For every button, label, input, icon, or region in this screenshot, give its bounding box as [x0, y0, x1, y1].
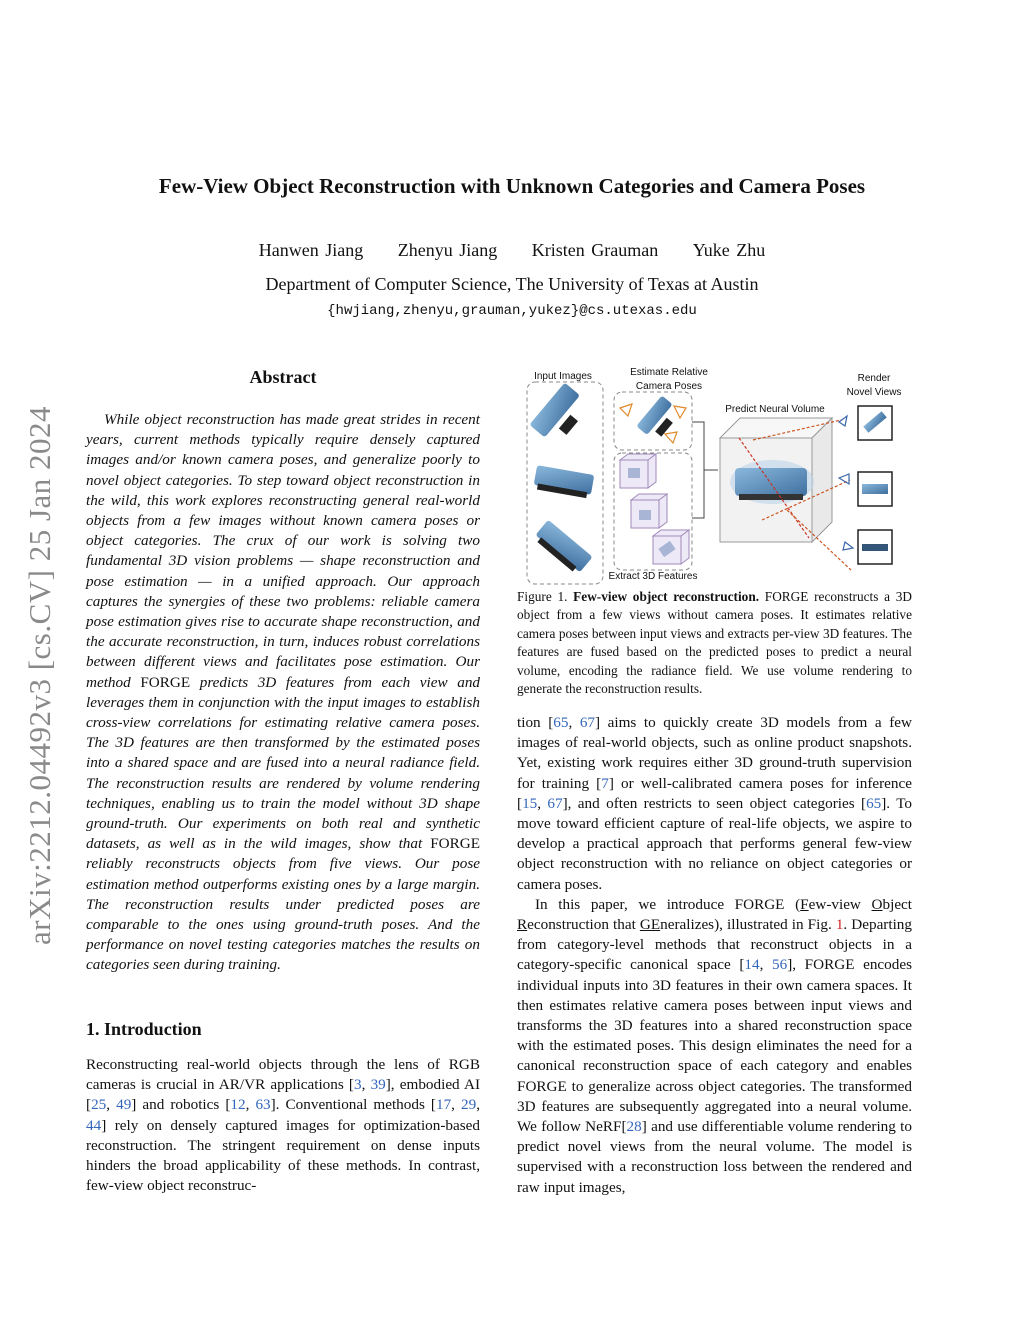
citation-link[interactable]: 67 — [579, 714, 596, 731]
novel-view-image — [858, 406, 892, 440]
abstract-body: While object reconstruction has made great strides in recent years, current methods typically require densely captured images and/or known camera poses, and generalize poorly to novel object categories. To step toward object reconstruction in the wild, this work explores reconstructing general real-world objects from a few images without known camera poses or object categories. The crux of our work is solving two fundamental 3D vision problems — shape reconstruction and pose estimation — in a unified approach. Our approach captures the synergies of these two problems: reliable camera pose estimation gives rise to accurate shape reconstruction, and the accurate reconstruction, in turn, induces robust correlations between different views and facilitates pose estimation. Our method FORGE predicts 3D features from each view and leverages them in conjunction with the input images to establish cross-view correlations for estimating relative camera poses. The 3D features are then transformed by the estimated poses into a shared space and are fused into a neural radiance field. The reconstruction results are rendered by volume rendering techniques, enabling us to train the model without 3D shape ground-truth. Our experiments on both real and synthetic datasets, as well as in the wild images, show that FORGE reliably reconstructs objects from five views. Our pose estimation method outperforms existing ones by a large margin. The reconstruction results under predicted poses are comparable to the ones using ground-truth poses. And the performance on novel testing categories matches the results on categories seen during training. — [86, 411, 481, 974]
citation-link[interactable]: 28 — [626, 1118, 642, 1136]
citation-link[interactable]: 56 — [772, 956, 788, 974]
train-image — [535, 520, 592, 573]
author-name: Yuke Zhu — [692, 240, 766, 260]
pose-train-image — [636, 395, 673, 436]
citation-link[interactable]: 7 — [601, 774, 609, 792]
feature-cube — [620, 454, 656, 488]
citation-link[interactable]: 12 — [230, 1096, 246, 1114]
author-emails: {hwjiang,zhenyu,grauman,yukez}@cs.utexas.edu — [327, 303, 697, 319]
citation-link[interactable]: 49 — [116, 1096, 132, 1114]
intro-paragraph-1-continued: tion [65, 67] aims to quickly create 3D models from a few images of real-world objects, such as online product snapshots. Yet, existing work requires either 3D ground-truth supervision for training [7] or well-calibrated camera poses for inference [15, 67], and often restricts to seen object categories [65]. To move toward efficient capture of real-life objects, we aspire to develop a practical approach that performs general few-view object reconstruction with no reliance on object categories or camera poses. — [517, 714, 912, 893]
novel-view-image — [858, 530, 892, 564]
label-input-images: Input Images — [534, 371, 592, 382]
intro-paragraph-1: Reconstructing real-world objects through the lens of RGB cameras is crucial in AR/VR applications [3, 39], embodied AI [25, 49] and robotics [12, 63]. Conventional methods [17, 29, 44] rely on densely captured images for optimization-based reconstruction. The stringent requirement on dense inputs hinders the broad applicability of these methods. In contrast, few-view object reconstruc- — [86, 1056, 481, 1195]
author-name: Kristen Grauman — [531, 240, 659, 260]
train-image — [529, 383, 580, 438]
intro-paragraph-2: In this paper, we introduce FORGE (Few-view Object Reconstruction that GEneralizes), illustrated in Fig. 1. Departing from category-level methods that reconstruct objects in a category-specific canonical space [14, 56], FORGE encodes individual inputs into 3D features in their own camera spaces. It then estimates relative camera poses between input views and transforms the 3D features into a shared reconstruction space with the estimated poses. This design eliminates the need for a canonical reconstruction space of each category and enables FORGE to generalize across object categories. The transformed 3D features are subsequently aggregated into a neural volume. We follow NeRF[28] and use differentiable volume rendering to predict novel views from the neural volume. The model is supervised with a reconstruction loss between the rendered and raw input images, — [517, 895, 913, 1196]
figure-1-diagram — [517, 360, 912, 585]
author-name: Zhenyu Jiang — [397, 240, 498, 260]
citation-link[interactable]: 65 — [553, 714, 569, 731]
label-render-line-2: Novel Views — [846, 387, 902, 398]
citation-link[interactable]: 14 — [744, 956, 760, 974]
label-extract-features: Extract 3D Features — [608, 571, 698, 582]
citation-link[interactable]: 29 — [461, 1096, 477, 1114]
label-render-line-1: Render — [857, 373, 891, 384]
novel-view-image — [858, 472, 892, 506]
train-image — [534, 465, 595, 498]
method-name: FORGE — [140, 673, 191, 691]
feature-cube — [631, 494, 667, 528]
camera-icon — [839, 416, 847, 426]
citation-link[interactable]: 25 — [91, 1096, 107, 1114]
feature-cube — [653, 530, 689, 564]
affiliation: Department of Computer Science, The University of Texas at Austin — [265, 274, 759, 294]
camera-icon — [620, 404, 632, 416]
reconstructed-train — [730, 460, 814, 504]
intro-right-column — [517, 713, 912, 1198]
citation-link[interactable]: 17 — [435, 1096, 452, 1114]
citation-link[interactable]: 65 — [866, 794, 882, 812]
arxiv-identifier: arXiv:2212.04492v3 [cs.CV] 25 Jan 2024 — [22, 405, 57, 945]
author-name: Hanwen Jiang — [258, 240, 364, 260]
author-list — [0, 240, 1024, 261]
label-estimate-poses-line-1: Estimate Relative — [630, 367, 708, 378]
citation-link[interactable]: 3 — [354, 1076, 362, 1094]
label-predict-volume: Predict Neural Volume — [725, 404, 825, 415]
citation-link[interactable]: 63 — [255, 1096, 271, 1114]
camera-icon — [674, 406, 686, 418]
figure-1-caption: Figure 1. Few-view object reconstruction. FORGE reconstructs a 3D object from a few views without camera poses. It estimates relative camera poses between input views and extracts per-view 3D features. The features are fused based on the predicted poses to predict a neural volume, encoding the radiance field. We use volume rendering to generate the reconstruction results. — [517, 589, 912, 697]
citation-link[interactable]: 15 — [522, 794, 538, 812]
camera-icon — [843, 542, 853, 550]
citation-link[interactable]: 44 — [86, 1116, 102, 1134]
method-name: FORGE — [430, 835, 481, 853]
figure-reference-link[interactable]: 1 — [835, 916, 844, 934]
citation-link[interactable]: 67 — [547, 794, 563, 812]
citation-link[interactable]: 39 — [370, 1076, 386, 1094]
camera-icon — [665, 432, 677, 443]
connector-bracket — [692, 422, 718, 518]
section-heading-introduction: 1. Introduction — [86, 1019, 202, 1039]
abstract-heading: Abstract — [249, 367, 317, 387]
paper-title: Few-View Object Reconstruction with Unknown Categories and Camera Poses — [158, 174, 866, 198]
label-estimate-poses-line-2: Camera Poses — [635, 381, 703, 392]
